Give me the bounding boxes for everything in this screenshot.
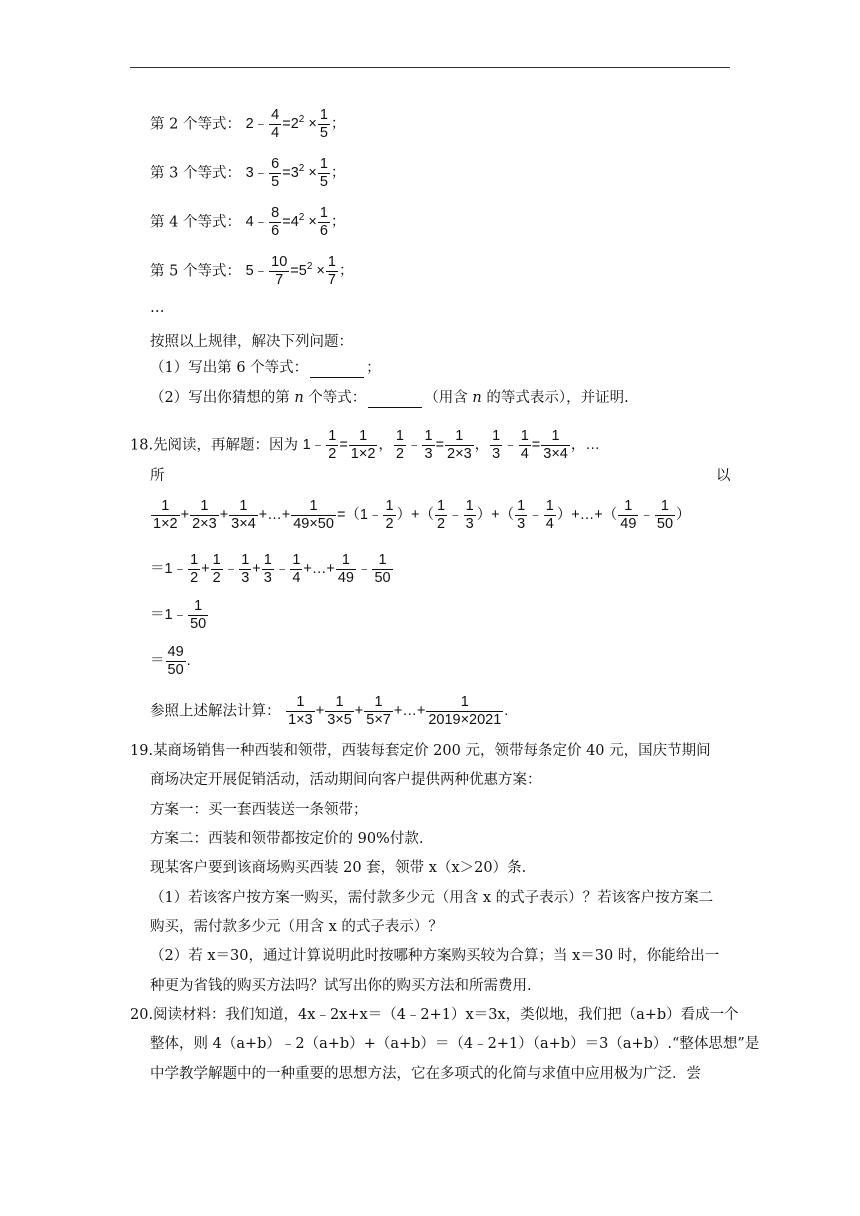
equation-label: 第 4 个等式： <box>150 214 241 231</box>
fraction: $\frac{1}{3\times 5}$ <box>327 694 352 728</box>
fraction: $\frac{1}{3}$ <box>492 428 501 462</box>
eq-base: 3 <box>290 165 299 182</box>
q19-line6: （1）若该客户按方案一购买，需付款多少元（用含 x 的式子表示）？若该客户按方案二 <box>150 890 714 906</box>
fraction: $\frac{1}{2\times 3}$ <box>192 498 217 532</box>
fraction: $\frac{1}{1\times 3}$ <box>288 694 313 728</box>
fraction: $\frac{1}{3}$ <box>465 498 474 532</box>
fraction: $\frac{4}{4}$ <box>271 107 280 141</box>
fraction: $\frac{10}{7}$ <box>271 254 288 288</box>
q17-part2-end: 的等式表示），并证明. <box>486 390 629 406</box>
ellipsis: … <box>150 300 165 316</box>
fraction: $\frac{1}{4}$ <box>520 428 529 462</box>
fraction: $\frac{1}{3\times 4}$ <box>231 498 256 532</box>
q17-part2-mid: 个等式： <box>308 390 367 406</box>
fraction: $\frac{1}{49\times 50}$ <box>293 498 334 532</box>
q18-task-text: 参照上述解法计算： <box>150 703 281 720</box>
fraction: $\frac{1}{50}$ <box>190 598 207 632</box>
q17-part1-text: （1）写出第 6 个等式： <box>150 360 309 376</box>
q18-result: ＝ $\frac{49}{50}$ . <box>150 644 191 678</box>
var-n: n <box>472 390 482 406</box>
fraction: $\frac{1}{2}$ <box>385 498 394 532</box>
question-number: 20. <box>130 1007 154 1023</box>
question-number: 19. <box>130 743 154 759</box>
fraction: $\frac{1}{7}$ <box>327 254 336 288</box>
fraction: $\frac{1}{2019\times 2021}$ <box>428 694 502 728</box>
fraction: $\frac{1}{2\times 3}$ <box>447 428 472 462</box>
answer-blank[interactable] <box>368 393 422 408</box>
q20-line2: 整体，则 4（a+b）﹣2（a+b）+（a+b）＝（4﹣2+1）（a+b）＝3（a+b）.“整体思想”是 <box>150 1036 760 1052</box>
fraction: $\frac{1}{1\times 2}$ <box>350 428 376 462</box>
q18-sum-line: $\frac{1}{1\times 2}$ + $\frac{1}{2\times 3}$ + $\frac{1}{3\times 4}$ +…+ $\frac{1}{49\times 50}$ =（1﹣ $\frac{1}{2}$ ）+（ $\frac{1}{2}$ ﹣ $\frac{1}{3}$ ）+（ $\frac{1}{3}$ ﹣ $\frac{1}{4}$ ）+…+（ $\frac{1}{49}$ ﹣ $\frac{1}{50}$ ） <box>153 498 691 532</box>
fraction: $\frac{1}{4}$ <box>545 498 554 532</box>
q19-text: 某商场销售一种西装和领带，西装每套定价 200 元，领带每条定价 40 元，国庆节期间 <box>153 743 711 759</box>
q17-part2-paren: （用含 <box>424 390 468 406</box>
eq-term: 3 <box>245 165 254 182</box>
fraction: $\frac{1}{3}$ <box>241 552 250 586</box>
q18-yi: 以 <box>716 468 731 484</box>
equation-label: 第 3 个等式： <box>150 165 241 182</box>
fraction: $\frac{1}{49}$ <box>337 552 354 586</box>
fraction: $\frac{1}{6}$ <box>319 205 328 239</box>
q18-intro-text: 先阅读，再解题：因为 <box>153 437 299 454</box>
eq-term: 4 <box>245 214 254 231</box>
equation-label: 第 2 个等式： <box>150 116 241 133</box>
fraction: $\frac{6}{5}$ <box>271 156 280 190</box>
fraction: $\frac{1}{50}$ <box>374 552 391 586</box>
equation-2: 第 2 个等式： 2﹣ $\frac{4}{4}$ $=2^2$ × $\frac{1}{5}$ ； <box>150 107 346 141</box>
q17-part1 <box>150 358 381 378</box>
q19-line5: 现某客户要到该商场购买西装 20 套，领带 x（x＞20）条. <box>150 860 527 876</box>
q19-line9: 种更为省钱的购买方法吗？试写出你的购买方法和所需费用. <box>150 978 532 994</box>
q19-line7: 购买，需付款多少元（用含 x 的式子表示）？ <box>150 919 443 935</box>
fraction: $\frac{1}{50}$ <box>656 498 674 532</box>
fraction: $\frac{1}{2}$ <box>395 428 404 462</box>
q18-intro: 18.先阅读，再解题：因为 1﹣ $\frac{1}{2}$ = $\frac{1}{1\times 2}$ ， $\frac{1}{2}$ ﹣ $\frac{1}{3}$ = $\frac{1}{2\times 3}$ ， $\frac{1}{3}$ ﹣ $\frac{1}{4}$ = $\frac{1}{3\times 4}$ ，… <box>130 428 600 462</box>
q18-task: 参照上述解法计算： $\frac{1}{1\times 3}$ + $\frac{1}{3\times 5}$ + $\frac{1}{5\times 7}$ +…+ $\frac{1}{2019\times 2021}$ . <box>150 694 509 728</box>
fraction: $\frac{1}{1\times 2}$ <box>153 498 178 532</box>
q20-text: 阅读材料：我们知道，4x﹣2x+x＝（4﹣2+1）x＝3x，类似地，我们把（a+b）看成一个 <box>153 1007 739 1023</box>
q19-plan2: 方案二：西装和领带都按定价的 90%付款. <box>150 831 424 847</box>
equation-4: 第 4 个等式： 4﹣ $\frac{8}{6}$ $=4^2$ × $\frac{1}{6}$ ； <box>150 205 346 239</box>
eq-base: 2 <box>290 116 299 133</box>
eq-term: 2 <box>245 116 254 133</box>
answer-blank[interactable] <box>310 363 364 378</box>
eq-base: 5 <box>298 263 307 280</box>
fraction: $\frac{49}{50}$ <box>167 644 184 678</box>
fraction: $\frac{1}{49}$ <box>620 498 637 532</box>
q18-step1: ＝1﹣ $\frac{1}{2}$ + $\frac{1}{2}$ ﹣ $\frac{1}{3}$ + $\frac{1}{3}$ ﹣ $\frac{1}{4}$ +…+ $\frac{1}{49}$ ﹣ $\frac{1}{50}$ <box>150 552 391 586</box>
fraction: $\frac{1}{3}$ <box>263 552 272 586</box>
header-divider <box>130 67 730 68</box>
q17-part1-suffix: ； <box>366 360 381 376</box>
var-n: n <box>294 390 304 406</box>
q19-line8: （2）若 x＝30，通过计算说明此时按哪种方案购买较为合算；当 x＝30 时，你能给出一 <box>150 948 720 964</box>
fraction: $\frac{1}{2}$ <box>328 428 337 462</box>
eq-term: 5 <box>245 263 254 280</box>
fraction: $\frac{1}{2}$ <box>437 498 446 532</box>
eq-base: 4 <box>290 214 299 231</box>
q20-line3: 中学教学解题中的一种重要的思想方法，它在多项式的化简与求值中应用极为广泛．尝 <box>150 1066 701 1082</box>
q19-line2: 商场决定开展促销活动，活动期间向客户提供两种优惠方案： <box>150 772 542 788</box>
fraction: $\frac{1}{5}$ <box>319 107 328 141</box>
fraction: $\frac{1}{3}$ <box>424 428 433 462</box>
fraction: $\frac{1}{2}$ <box>212 552 221 586</box>
q20-line1 <box>130 1005 739 1025</box>
fraction: $\frac{1}{2}$ <box>190 552 199 586</box>
fraction: $\frac{8}{6}$ <box>271 205 280 239</box>
question-number: 18. <box>130 437 154 454</box>
equation-3: 第 3 个等式： 3﹣ $\frac{6}{5}$ $=3^2$ × $\frac{1}{5}$ ； <box>150 156 346 190</box>
q19-line1 <box>130 741 711 761</box>
q17-intro: 按照以上规律，解决下列问题： <box>150 334 353 350</box>
fraction: $\frac{1}{3}$ <box>517 498 526 532</box>
fraction: $\frac{1}{5\times 7}$ <box>366 694 391 728</box>
equation-5: 第 5 个等式： 5﹣ $\frac{10}{7}$ $=5^2$ × $\frac{1}{7}$ ； <box>150 254 354 288</box>
q18-step2: ＝1﹣ $\frac{1}{50}$ <box>150 598 207 632</box>
q19-plan1: 方案一：买一套西装送一条领带； <box>150 802 368 818</box>
equation-label: 第 5 个等式： <box>150 263 241 280</box>
q18-suo: 所 <box>150 468 165 484</box>
q17-part2-text: （2）写出你猜想的第 <box>150 390 290 406</box>
q17-part2 <box>150 388 629 408</box>
fraction: $\frac{1}{4}$ <box>292 552 301 586</box>
fraction: $\frac{1}{3\times 4}$ <box>543 428 568 462</box>
fraction: $\frac{1}{5}$ <box>319 156 328 190</box>
